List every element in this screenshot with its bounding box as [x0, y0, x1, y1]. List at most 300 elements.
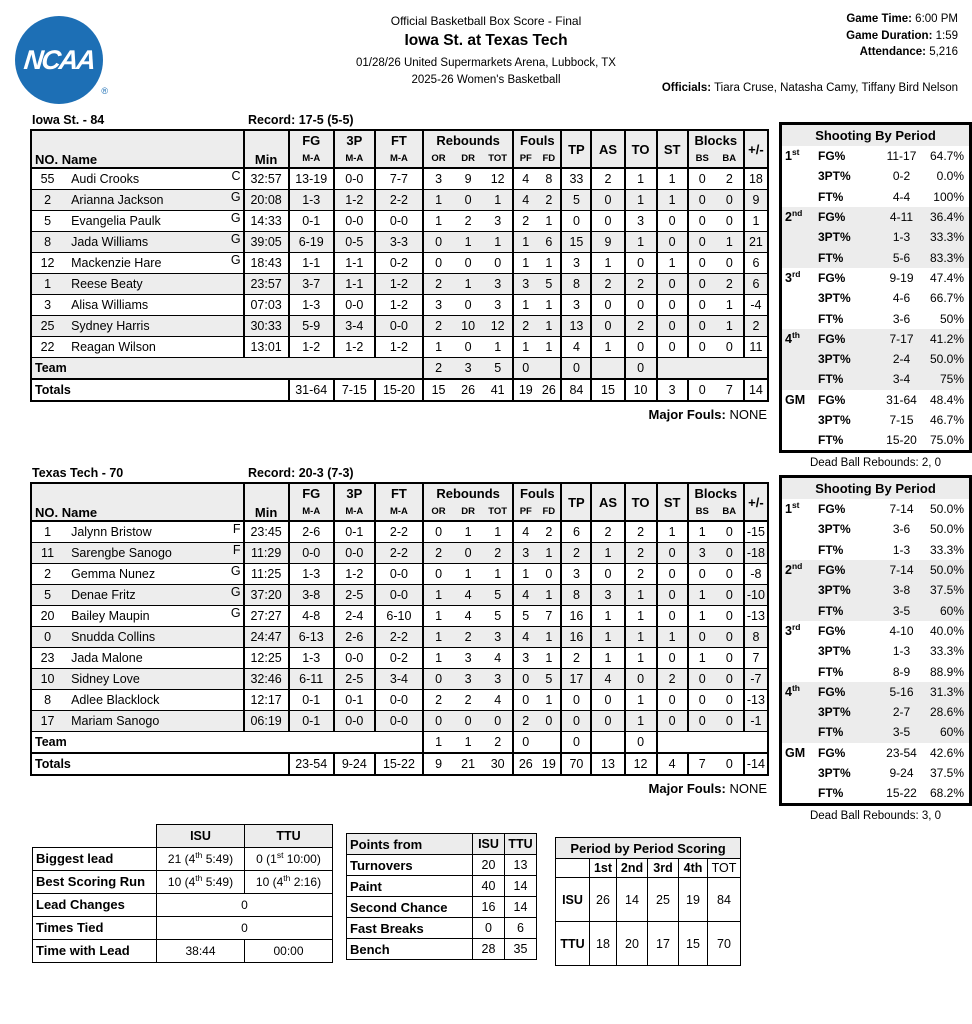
- stat-made-att: 3-6: [892, 311, 911, 326]
- cell-min: 12:17: [244, 690, 289, 711]
- period-label: 1st: [785, 499, 800, 517]
- cell-fd: [537, 358, 561, 380]
- cell-player-name: [63, 627, 243, 648]
- game-flow-span-value: 0: [157, 916, 333, 939]
- team-header-line: [30, 466, 769, 481]
- stat-percentage: 36.4%: [929, 210, 964, 225]
- cell-tot: 1: [483, 190, 513, 211]
- game-flow-row-label: Time with Lead: [33, 939, 157, 962]
- officials-line: Officials: Tiara Cruse, Natasha Camy, Tiffany Bird Nelson: [661, 82, 958, 94]
- cell-or: 0: [423, 232, 453, 253]
- cell-totals-label: Totals: [31, 379, 289, 401]
- shooting-period-group: [782, 743, 969, 804]
- dead-ball-rebounds: Dead Ball Rebounds: 2, 0: [809, 457, 942, 470]
- cell-plus-minus: -8: [744, 564, 768, 585]
- cell-pf: 2: [513, 711, 537, 732]
- shooting-stat-row: [782, 540, 969, 560]
- cell-fg: 0-1: [289, 711, 334, 732]
- stat-label: 3PT%: [818, 230, 851, 245]
- stat-made-att: 9-24: [889, 766, 914, 780]
- cell-bs: 0: [688, 711, 716, 732]
- blank-corner: [33, 825, 157, 848]
- cell-player-name: [63, 211, 243, 232]
- matchup-title: Iowa St. at Texas Tech: [404, 32, 568, 49]
- col-header-min: Min: [244, 130, 289, 168]
- attendance-line: Attendance: 5,216: [859, 46, 958, 59]
- cell-tp: 6: [561, 521, 591, 543]
- stat-percentage: 33.3%: [929, 230, 964, 245]
- period-label: 2nd: [785, 560, 803, 578]
- period-label: 4th: [785, 329, 800, 346]
- cell-or: 2: [423, 316, 453, 337]
- cell-as: 0: [591, 690, 624, 711]
- period-scoring-value: 84: [708, 878, 741, 922]
- cell-player-name: [63, 168, 243, 190]
- period-scoring-team-label: TTU: [556, 922, 590, 966]
- cell-ft: 3-4: [375, 669, 423, 690]
- stat-percentage: 50.0%: [929, 352, 964, 367]
- cell-jersey-number: 20: [31, 606, 63, 627]
- cell-or: 2: [423, 274, 453, 295]
- cell-3p: 3-4: [334, 316, 375, 337]
- cell-ba: 0: [716, 585, 744, 606]
- shooting-stat-row: [782, 227, 969, 247]
- cell-fd: 2: [537, 521, 561, 543]
- stat-label: FG%: [818, 623, 846, 638]
- points-from-row-label: Fast Breaks: [347, 918, 473, 939]
- cell-plus-minus: -13: [744, 606, 768, 627]
- cell-3p: 1-1: [334, 253, 375, 274]
- cell-fd: 1: [537, 337, 561, 358]
- period-scoring-value: 19: [679, 878, 708, 922]
- cell-ft: 6-10: [375, 606, 423, 627]
- points-from-row: [347, 876, 537, 897]
- player-position: G: [230, 190, 241, 204]
- cell-tp: 2: [561, 648, 591, 669]
- cell-as: 0: [591, 190, 624, 211]
- points-from-row: [347, 855, 537, 876]
- team-row: [31, 732, 768, 754]
- cell-3p: 1-2: [334, 337, 375, 358]
- cell-3p: 2-4: [334, 606, 375, 627]
- cell-fg: 1-3: [289, 295, 334, 316]
- stat-percentage: 48.4%: [929, 392, 964, 407]
- stat-percentage: 75%: [939, 372, 964, 387]
- cell-pf: 0: [513, 358, 537, 380]
- cell-fd: 5: [537, 274, 561, 295]
- points-from-row-label: Paint: [347, 876, 473, 897]
- points-from-row: [347, 939, 537, 960]
- cell-st: 0: [657, 232, 688, 253]
- cell-tp: 16: [561, 606, 591, 627]
- cell-as: [591, 358, 624, 380]
- cell-bs: 3: [688, 543, 716, 564]
- dead-ball-rebounds: Dead Ball Rebounds: 3, 0: [809, 810, 942, 823]
- col-header-fg: FG: [289, 130, 334, 150]
- stat-label: 3PT%: [818, 291, 851, 306]
- cell-or: 9: [423, 753, 453, 775]
- shooting-stat-row: [782, 166, 969, 186]
- cell-fd: 1: [537, 211, 561, 232]
- cell-plus-minus: -14: [744, 753, 768, 775]
- cell-to: 1: [625, 190, 657, 211]
- shooting-period-group: [782, 621, 969, 682]
- col-header-3p: 3P: [334, 483, 375, 503]
- cell-bs: 0: [688, 274, 716, 295]
- stat-percentage: 0.0%: [936, 169, 964, 184]
- col-header-blocks: Blocks: [688, 130, 744, 150]
- cell-fg: 31-64: [289, 379, 334, 401]
- cell-dr: 1: [453, 564, 483, 585]
- cell-st: 0: [657, 211, 688, 232]
- cell-tot: 1: [483, 232, 513, 253]
- stat-made-att: 5-16: [889, 684, 914, 699]
- stat-made-att: 15-20: [886, 433, 917, 448]
- cell-tp: 33: [561, 168, 591, 190]
- cell-min: 13:01: [244, 337, 289, 358]
- cell-ba: 0: [716, 190, 744, 211]
- cell-min: 12:25: [244, 648, 289, 669]
- cell-st: 0: [657, 543, 688, 564]
- sub-header-ma: M-A: [334, 503, 375, 521]
- period-label: 3rd: [785, 268, 801, 285]
- period-scoring-table: [555, 837, 741, 966]
- stat-made-att: 7-14: [889, 563, 914, 578]
- player-position: F: [232, 543, 241, 557]
- period-scoring-value: 25: [648, 878, 679, 922]
- cell-to: 2: [625, 543, 657, 564]
- stat-percentage: 60%: [939, 725, 964, 740]
- period-label: 3rd: [785, 621, 801, 638]
- points-from-col-header: TTU: [505, 834, 537, 855]
- cell-tot: 5: [483, 358, 513, 380]
- cell-bs: 0: [688, 232, 716, 253]
- cell-ba: 1: [716, 295, 744, 316]
- period-scoring-value: 17: [648, 922, 679, 966]
- cell-as: 9: [591, 232, 624, 253]
- cell-player-name: [63, 521, 243, 543]
- cell-blank: [657, 358, 768, 380]
- cell-to: 1: [625, 627, 657, 648]
- player-position: G: [230, 253, 241, 267]
- cell-ba: 0: [716, 753, 744, 775]
- cell-or: 1: [423, 732, 453, 754]
- points-from-ttu-value: 13: [505, 855, 537, 876]
- game-flow-isu-value: 38:44: [157, 939, 245, 962]
- cell-fd: 2: [537, 190, 561, 211]
- cell-player-name: [63, 337, 243, 358]
- cell-ft: 1-2: [375, 274, 423, 295]
- cell-3p: 2-6: [334, 627, 375, 648]
- sub-header-ma: M-A: [375, 150, 423, 168]
- cell-st: 0: [657, 295, 688, 316]
- cell-bs: 0: [688, 316, 716, 337]
- cell-fg: 0-1: [289, 690, 334, 711]
- cell-ba: 0: [716, 521, 744, 543]
- cell-pf: 2: [513, 211, 537, 232]
- shooting-stat-row: [782, 621, 969, 641]
- sub-header-ma: M-A: [289, 150, 334, 168]
- cell-tot: 30: [483, 753, 513, 775]
- points-from-col-header: ISU: [473, 834, 505, 855]
- cell-jersey-number: 2: [31, 190, 63, 211]
- points-from-header-row: [347, 834, 537, 855]
- sub-header-fd: FD: [537, 503, 561, 521]
- cell-ft: 2-2: [375, 190, 423, 211]
- cell-pf: 4: [513, 190, 537, 211]
- shooting-period-group: [782, 682, 969, 743]
- period-scoring-value: 18: [590, 922, 617, 966]
- cell-to: 2: [625, 316, 657, 337]
- cell-plus-minus: 1: [744, 211, 768, 232]
- col-header-plus-minus: +/-: [744, 483, 768, 521]
- stat-made-att: 7-17: [889, 331, 914, 346]
- cell-3p: 0-1: [334, 690, 375, 711]
- stat-percentage: 50%: [939, 311, 964, 326]
- shooting-period-group: [782, 268, 969, 329]
- player-row: [31, 606, 768, 627]
- cell-min: 14:33: [244, 211, 289, 232]
- player-name: Audi Crooks: [71, 172, 140, 186]
- stat-label: FG%: [818, 563, 846, 578]
- cell-3p: 2-5: [334, 669, 375, 690]
- stat-made-att: 5-6: [892, 250, 911, 265]
- major-fouls-line: Major Fouls: NONE: [648, 781, 767, 796]
- cell-3p: 0-0: [334, 168, 375, 190]
- cell-tp: 4: [561, 337, 591, 358]
- cell-min: 24:47: [244, 627, 289, 648]
- cell-tp: 16: [561, 627, 591, 648]
- cell-fg: 6-13: [289, 627, 334, 648]
- cell-jersey-number: 11: [31, 543, 63, 564]
- stat-percentage: 64.7%: [929, 149, 964, 164]
- stat-percentage: 50.0%: [929, 522, 964, 537]
- cell-bs: 0: [688, 627, 716, 648]
- points-from-title: Points from: [347, 834, 473, 855]
- cell-tp: 0: [561, 711, 591, 732]
- sub-header-tot: TOT: [483, 150, 513, 168]
- stat-label: FT%: [818, 786, 844, 801]
- cell-totals-label: Totals: [31, 753, 289, 775]
- shooting-stat-row: [782, 329, 969, 349]
- cell-as: 0: [591, 711, 624, 732]
- cell-pf: 5: [513, 606, 537, 627]
- cell-bs: 1: [688, 585, 716, 606]
- cell-dr: 2: [453, 690, 483, 711]
- box-score-table: [30, 129, 769, 402]
- cell-player-name: [63, 190, 243, 211]
- player-name: Denae Fritz: [71, 588, 136, 602]
- cell-to: 1: [625, 168, 657, 190]
- cell-jersey-number: 17: [31, 711, 63, 732]
- stat-made-att: 15-22: [886, 786, 917, 801]
- cell-as: 0: [591, 316, 624, 337]
- cell-team-label: Team: [31, 358, 423, 380]
- sub-header-ma: M-A: [289, 503, 334, 521]
- game-flow-isu-value: 10 (4th 5:49): [157, 870, 245, 893]
- cell-to: 0: [625, 358, 657, 380]
- cell-bs: 0: [688, 564, 716, 585]
- stat-percentage: 75.0%: [929, 433, 964, 448]
- cell-tp: 84: [561, 379, 591, 401]
- cell-jersey-number: 3: [31, 295, 63, 316]
- cell-dr: 1: [453, 274, 483, 295]
- cell-jersey-number: 55: [31, 168, 63, 190]
- cell-dr: 3: [453, 358, 483, 380]
- stat-label: 3PT%: [818, 522, 851, 537]
- col-header-rebounds: Rebounds: [423, 483, 513, 503]
- stat-made-att: 9-19: [889, 270, 914, 285]
- shooting-stat-row: [782, 641, 969, 661]
- period-scoring-value: 14: [617, 878, 648, 922]
- cell-ba: 0: [716, 564, 744, 585]
- shooting-stat-row: [782, 268, 969, 288]
- player-position: G: [230, 585, 241, 599]
- points-from-row-label: Turnovers: [347, 855, 473, 876]
- cell-dr: 0: [453, 337, 483, 358]
- game-flow-row: [33, 847, 333, 870]
- cell-tot: 12: [483, 316, 513, 337]
- cell-st: 0: [657, 585, 688, 606]
- cell-to: 1: [625, 232, 657, 253]
- cell-pf: 0: [513, 669, 537, 690]
- cell-st: 2: [657, 669, 688, 690]
- cell-fd: 6: [537, 232, 561, 253]
- shooting-stat-row: [782, 247, 969, 267]
- cell-3p: 0-0: [334, 295, 375, 316]
- cell-bs: 0: [688, 690, 716, 711]
- cell-as: 3: [591, 585, 624, 606]
- cell-st: 4: [657, 753, 688, 775]
- cell-dr: 10: [453, 316, 483, 337]
- sub-header-ma: M-A: [334, 150, 375, 168]
- stat-percentage: 37.5%: [929, 583, 964, 598]
- cell-st: 0: [657, 564, 688, 585]
- stat-label: 3PT%: [818, 705, 851, 720]
- shooting-stat-row: [782, 600, 969, 620]
- points-from-isu-value: 20: [473, 855, 505, 876]
- stat-made-att: 3-4: [892, 372, 911, 387]
- shooting-stat-row: [782, 763, 969, 783]
- cell-as: 1: [591, 543, 624, 564]
- col-header-3p: 3P: [334, 130, 375, 150]
- stat-made-att: 23-54: [886, 745, 917, 760]
- title-block: [206, 14, 766, 90]
- stat-made-att: 3-6: [892, 522, 911, 537]
- stat-made-att: 31-64: [886, 392, 917, 407]
- cell-to: 1: [625, 585, 657, 606]
- stat-percentage: 40.0%: [929, 623, 964, 638]
- game-flow-isu-value: 21 (4th 5:49): [157, 847, 245, 870]
- cell-fd: 7: [537, 606, 561, 627]
- cell-ba: 0: [716, 543, 744, 564]
- player-name: Jada Malone: [71, 651, 143, 665]
- stat-percentage: 50.0%: [929, 502, 964, 517]
- cell-player-name: [63, 253, 243, 274]
- cell-ba: 0: [716, 648, 744, 669]
- stat-percentage: 47.4%: [929, 270, 964, 285]
- cell-fg: 1-3: [289, 648, 334, 669]
- period-label: 4th: [785, 682, 800, 699]
- cell-dr: 3: [453, 648, 483, 669]
- stat-made-att: 4-6: [892, 291, 911, 306]
- shooting-panel-title: Shooting By Period: [782, 478, 969, 499]
- cell-player-name: [63, 316, 243, 337]
- cell-pf: 4: [513, 521, 537, 543]
- cell-ba: 0: [716, 690, 744, 711]
- cell-tot: 4: [483, 648, 513, 669]
- cell-pf: 26: [513, 753, 537, 775]
- cell-fg: 1-1: [289, 253, 334, 274]
- col-header-to: TO: [625, 483, 657, 521]
- cell-pf: 1: [513, 295, 537, 316]
- player-name: Adlee Blacklock: [71, 693, 160, 707]
- cell-or: 3: [423, 295, 453, 316]
- sub-header-dr: DR: [453, 503, 483, 521]
- cell-pf: 3: [513, 543, 537, 564]
- cell-as: 2: [591, 521, 624, 543]
- cell-min: 32:57: [244, 168, 289, 190]
- cell-tot: 0: [483, 253, 513, 274]
- cell-ba: 0: [716, 711, 744, 732]
- player-position: G: [230, 211, 241, 225]
- cell-min: 20:08: [244, 190, 289, 211]
- cell-ba: 2: [716, 168, 744, 190]
- game-info-block: [846, 11, 958, 61]
- sub-header-ba: BA: [716, 150, 744, 168]
- cell-dr: 0: [453, 190, 483, 211]
- cell-player-name: [63, 543, 243, 564]
- cell-plus-minus: 6: [744, 253, 768, 274]
- player-row: [31, 669, 768, 690]
- cell-bs: 0: [688, 379, 716, 401]
- stat-label: 3PT%: [818, 352, 851, 367]
- cell-to: 1: [625, 648, 657, 669]
- stat-label: FT%: [818, 372, 844, 387]
- player-name: Sydney Harris: [71, 319, 150, 333]
- cell-ba: 0: [716, 211, 744, 232]
- shooting-stat-row: [782, 308, 969, 328]
- cell-ft: 0-0: [375, 211, 423, 232]
- stat-percentage: 31.3%: [929, 684, 964, 699]
- team-record: Record: 20-3 (7-3): [248, 466, 354, 480]
- cell-player-name: [63, 585, 243, 606]
- cell-ft: 0-2: [375, 253, 423, 274]
- stat-percentage: 66.7%: [929, 291, 964, 306]
- cell-tot: 3: [483, 295, 513, 316]
- cell-tot: 41: [483, 379, 513, 401]
- period-label: GM: [785, 392, 806, 407]
- cell-fd: 1: [537, 585, 561, 606]
- stat-percentage: 42.6%: [929, 745, 964, 760]
- player-name: Reagan Wilson: [71, 340, 156, 354]
- cell-jersey-number: 23: [31, 648, 63, 669]
- cell-dr: 0: [453, 543, 483, 564]
- game-flow-row: [33, 870, 333, 893]
- cell-st: 0: [657, 274, 688, 295]
- game-flow-span-value: 0: [157, 893, 333, 916]
- player-row: [31, 337, 768, 358]
- cell-3p: 0-5: [334, 232, 375, 253]
- cell-tp: 70: [561, 753, 591, 775]
- cell-bs: 1: [688, 606, 716, 627]
- cell-ft: 15-20: [375, 379, 423, 401]
- stat-percentage: 37.5%: [929, 766, 964, 780]
- cell-min: 06:19: [244, 711, 289, 732]
- period-scoring-col-header: 3rd: [648, 859, 679, 878]
- cell-as: 0: [591, 295, 624, 316]
- cell-tp: 15: [561, 232, 591, 253]
